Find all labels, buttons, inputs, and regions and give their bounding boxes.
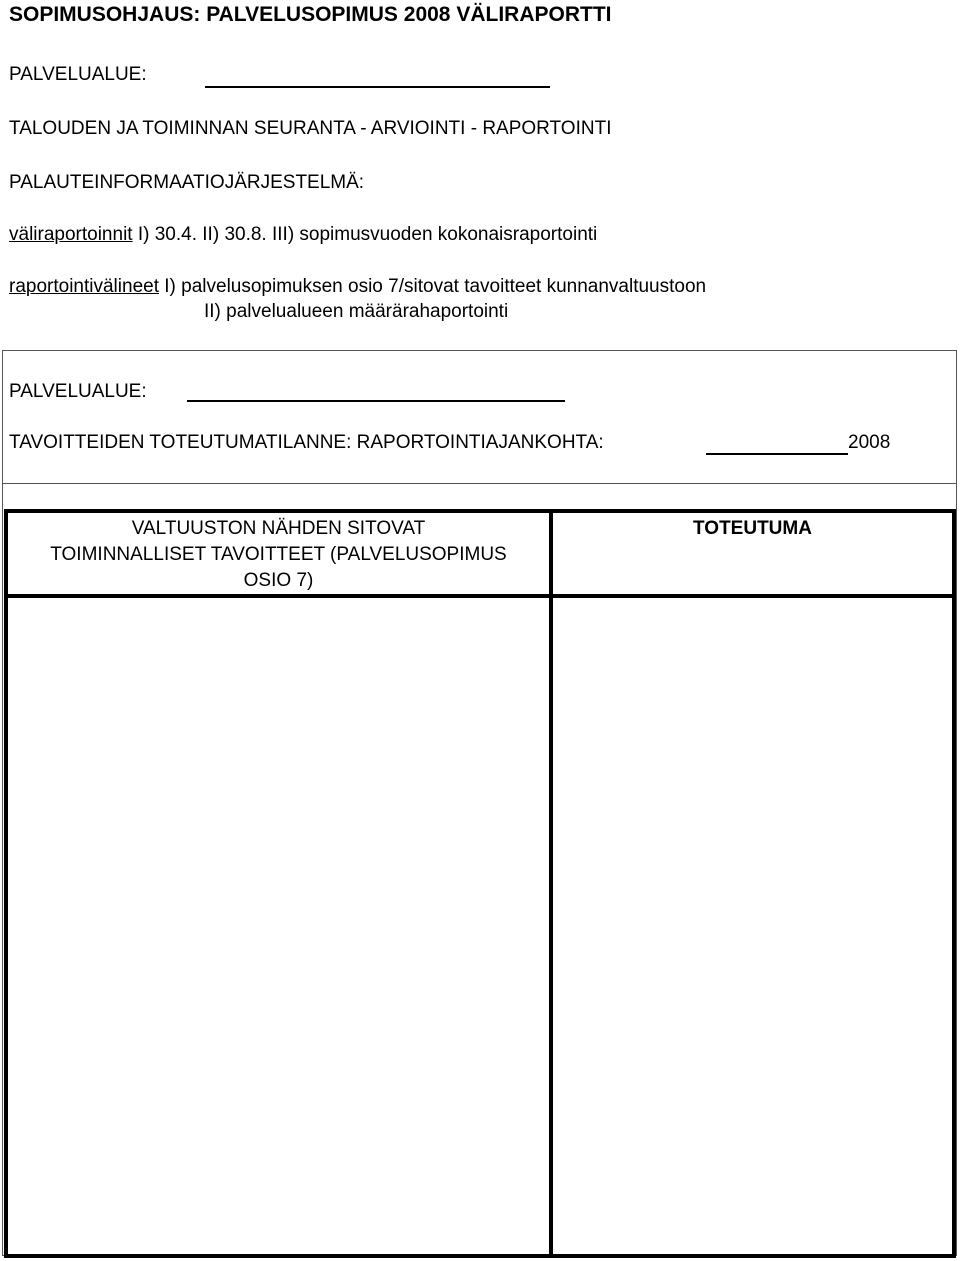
- interim-reports-text: I) 30.4. II) 30.8. III) sopimusvuoden kokonaisraportointi: [132, 224, 598, 245]
- service-area-label: PALVELUALUE:: [9, 64, 147, 85]
- reporting-tools-line1: I) palvelusopimuksen osio 7/sitovat tavoitteet kunnanvaltuustoon: [158, 276, 707, 297]
- header-divider: [8, 594, 952, 598]
- document-title: SOPIMUSOHJAUS: PALVELUSOPIMUS 2008 VÄLIRAPORTTI: [9, 3, 612, 26]
- reporting-date-blank-line[interactable]: [706, 453, 848, 455]
- reporting-tools-label: raportointivälineet: [9, 276, 159, 297]
- feedback-system-title: PALAUTEINFORMAATIOJÄRJESTELMÄ:: [9, 172, 365, 193]
- form-service-area-label: PALVELUALUE:: [9, 381, 147, 402]
- form-separator: [2, 483, 957, 484]
- column-divider: [549, 513, 553, 1254]
- goals-table: [4, 509, 956, 1258]
- header-realization: TOTEUTUMA: [693, 518, 812, 539]
- service-area-blank-line[interactable]: [205, 86, 550, 88]
- header-binding-goals-line3: OSIO 7): [243, 570, 314, 591]
- form-service-area-blank-line[interactable]: [187, 400, 565, 402]
- follow-up-title: TALOUDEN JA TOIMINNAN SEURANTA - ARVIOINTI - RAPORTOINTI: [9, 118, 612, 139]
- reporting-tools-row: [9, 276, 706, 298]
- header-binding-goals: [8, 516, 549, 594]
- header-binding-goals-line1: VALTUUSTON NÄHDEN SITOVAT: [131, 518, 426, 539]
- reporting-year: 2008: [848, 432, 891, 453]
- interim-reports-row: [9, 224, 597, 246]
- header-binding-goals-line2: TOIMINNALLISET TAVOITTEET (PALVELUSOPIMUS: [50, 544, 507, 565]
- goal-status-label: TAVOITTEIDEN TOTEUTUMATILANNE: RAPORTOINTIAJANKOHTA:: [9, 432, 604, 453]
- interim-reports-label: väliraportoinnit: [9, 224, 133, 245]
- reporting-tools-line2: II) palvelualueen määrärahaportointi: [204, 301, 509, 322]
